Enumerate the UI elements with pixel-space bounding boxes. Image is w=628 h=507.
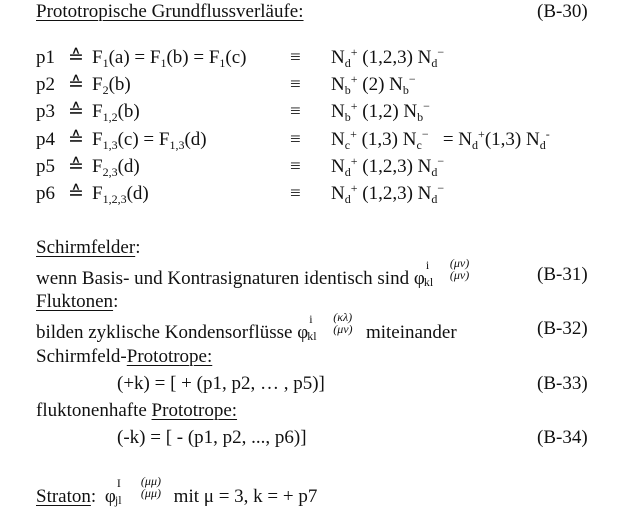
schirmfeld-prefix: Schirmfeld-	[36, 346, 127, 367]
equation-ref-b30: (B-30)	[537, 1, 588, 22]
fluktonen-label: Fluktonen	[36, 291, 114, 312]
row-rhs: $N_c^+$ (1,3) $N_c^- = N_d^+(1,3)$ $N_d^-$	[331, 127, 550, 152]
phi-index-stack: (μμ) (μμ)	[140, 474, 161, 500]
equiv-symbol: ≡	[290, 183, 301, 204]
row-rhs: $N_d^+$ (1,2,3) $N_d^-$	[331, 181, 445, 206]
corresponds-symbol: ≙	[68, 183, 84, 204]
schirmfelder-colon: :	[135, 237, 141, 258]
row-lhs: $F_{1,2,3}(d)$	[92, 183, 149, 206]
row-rhs: $N_d^+$ (1,2,3) $N_d^-$	[331, 154, 445, 179]
schirmfeld-prototrope-heading	[36, 347, 212, 366]
fluktonen-heading	[36, 292, 118, 311]
phi-symbol: φ i kl	[413, 258, 434, 289]
formula-plus-k: (+k) = [ + (p1, p2, … , p5)]	[117, 373, 325, 394]
equiv-symbol: ≡	[290, 74, 301, 95]
equation-ref-b33: (B-33)	[537, 373, 588, 394]
equiv-symbol: ≡	[290, 101, 301, 122]
prototrope-label: Prototrope:	[126, 346, 213, 367]
schirmfelder-label: Schirmfelder	[36, 237, 136, 258]
schirmfelder-line	[36, 256, 478, 289]
section-title: Prototropische Grundflussverläufe:	[36, 1, 304, 22]
row-label: p4	[36, 129, 55, 150]
straton-text: mit μ = 3, k = + p7	[173, 486, 318, 507]
schirmfelder-text: wenn Basis- und Kontrasignaturen identisch sind	[36, 268, 410, 289]
row-label: p1	[36, 47, 55, 68]
fluktonen-colon: :	[113, 291, 119, 312]
equiv-symbol: ≡	[290, 156, 301, 177]
phi-symbol: φ i kl	[297, 312, 317, 343]
fluktonen-text-before: bilden zyklische Kondensorflüsse	[36, 322, 293, 343]
row-rhs: $N_d^+$ (1,2,3) $N_d^-$	[331, 45, 445, 70]
equation-ref-b34: (B-34)	[537, 427, 588, 448]
row-rhs: $N_b^+$ (2) $N_b^-$	[331, 72, 416, 97]
corresponds-symbol: ≙	[68, 74, 84, 95]
straton-colon: :	[90, 486, 97, 507]
corresponds-symbol: ≙	[68, 101, 84, 122]
fluktonenhafte-prefix: fluktonenhafte	[36, 400, 152, 421]
row-lhs: $F_2(b)$	[92, 74, 131, 97]
phi-index-stack: (μν) (μν)	[449, 256, 470, 282]
equiv-symbol: ≡	[290, 129, 301, 150]
fluktonenhafte-prototrope-heading	[36, 401, 251, 420]
formula-minus-k: (-k) = [ - (p1, p2, ..., p6)]	[117, 427, 307, 448]
fluktonen-text-after: miteinander	[365, 322, 457, 343]
equiv-symbol: ≡	[290, 47, 301, 68]
prototrope-label: Prototrope:	[151, 400, 238, 421]
fluktonen-line	[36, 310, 457, 343]
row-lhs: $F_1(a) = F_1(b) = F_1(c)$	[92, 47, 247, 70]
phi-symbol: φ I jl	[104, 476, 122, 507]
corresponds-symbol: ≙	[68, 156, 84, 177]
row-label: p5	[36, 156, 55, 177]
row-label: p6	[36, 183, 55, 204]
row-lhs: $F_{2,3}(d)$	[92, 156, 140, 179]
phi-index-stack: (κλ) (μν)	[333, 310, 353, 336]
row-label: p3	[36, 101, 55, 122]
row-label: p2	[36, 74, 55, 95]
row-rhs: $N_b^+$ (1,2) $N_b^-$	[331, 99, 430, 124]
corresponds-symbol: ≙	[68, 47, 84, 68]
row-lhs: $F_{1,2}(b)$	[92, 101, 140, 124]
row-lhs: $F_{1,3}(c) = F_{1,3}(d)$	[92, 129, 207, 152]
schirmfelder-heading	[36, 238, 140, 257]
equation-ref-b32: (B-32)	[537, 318, 588, 339]
equation-ref-b31: (B-31)	[537, 264, 588, 285]
straton-line	[36, 474, 318, 507]
straton-label: Straton	[36, 486, 91, 507]
corresponds-symbol: ≙	[68, 129, 84, 150]
